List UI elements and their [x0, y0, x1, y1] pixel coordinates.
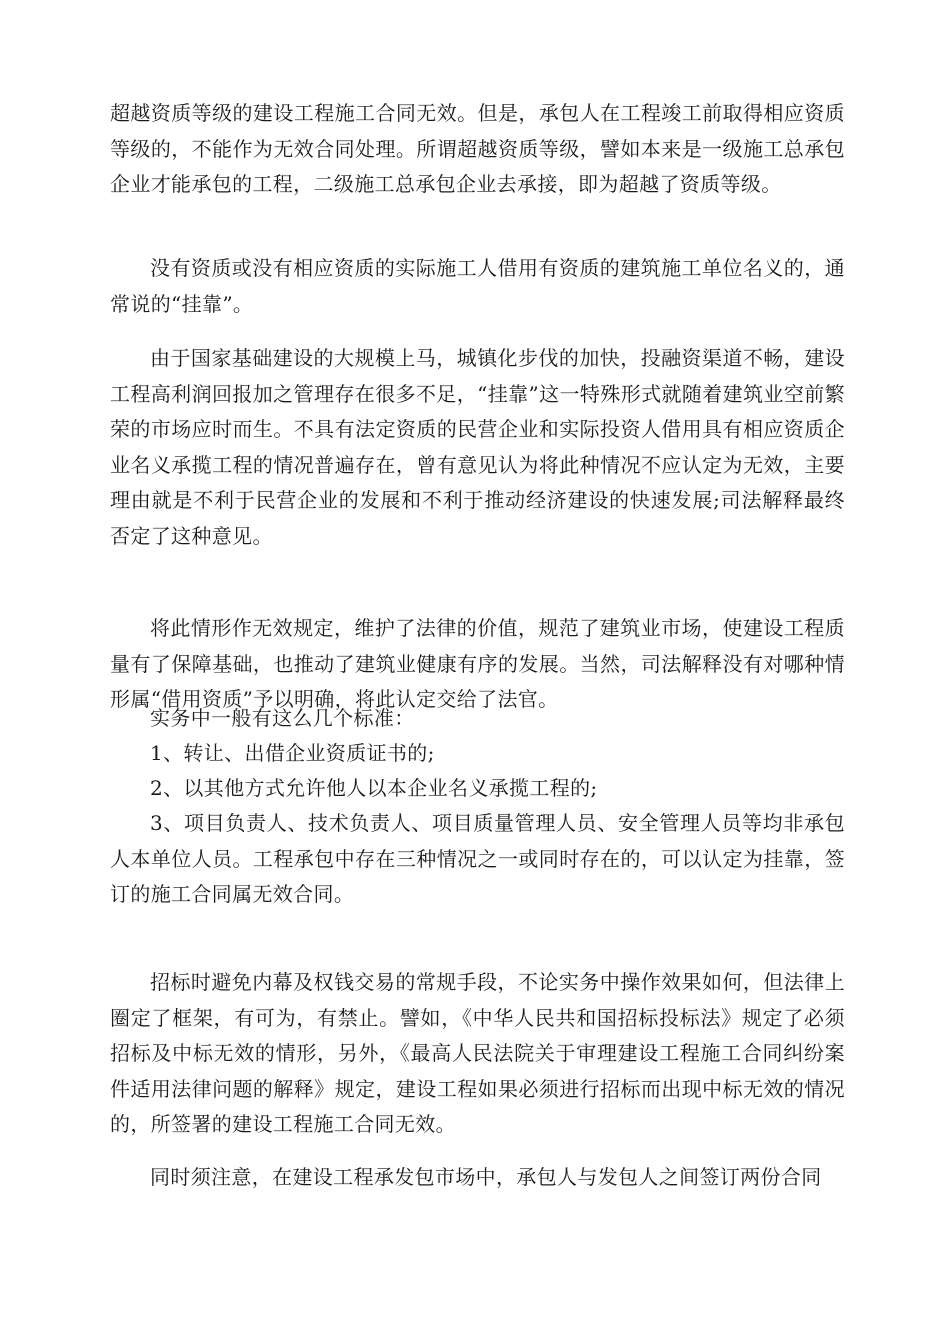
paragraph-affiliation-background: 由于国家基础建设的大规模上马，城镇化步伐的加快，投融资渠道不畅，建设工程高利润回报加之管理存在很多不足，“挂靠”这一特殊形式就随着建筑业空前繁荣的市场应时而生。不具有法定资质的民营企业和实际投资人借用具有相应资质企业名义承揽工程的情况普遍存在，曾有意见认为将此种情况不应认定为无效，主要理由就是不利于民营企业的发展和不利于推动经济建设的快速发展;司法解释最终否定了这种意见。 [110, 346, 845, 548]
list-item-standard-2: 2、以其他方式允许他人以本企业名义承揽工程的; [150, 776, 598, 800]
list-item-standard-3: 3、项目负责人、技术负责人、项目质量管理人员、安全管理人员等均非承包人本单位人员。工程承包中存在三种情况之一或同时存在的，可以认定为挂靠，签订的施工合同属无效合同。 [110, 811, 845, 906]
list-item-standard-1: 1、转让、出借企业资质证书的; [150, 741, 435, 765]
paragraph-bidding: 招标时避免内幕及权钱交易的常规手段，不论实务中操作效果如何，但法律上圈定了框架，有可为，有禁止。譬如，《中华人民共和国招标投标法》规定了必须招标及中标无效的情形，另外，《最高人民法院关于审理建设工程施工合同纠纷案件适用法律问题的解释》规定，建设工程如果必须进行招标而出现中标无效的情况的，所签署的建设工程施工合同无效。 [110, 970, 845, 1136]
paragraph-invalid-provision: 将此情形作无效规定，维护了法律的价值，规范了建筑业市场，使建设工程质量有了保障基础，也推动了建筑业健康有序的发展。当然，司法解释没有对哪种情形属“借用资质”予以明确，将此认定交给了法官。 [110, 616, 845, 711]
paragraph-beyond-qualification: 超越资质等级的建设工程施工合同无效。但是，承包人在工程竣工前取得相应资质等级的，不能作为无效合同处理。所谓超越资质等级，譬如本来是一级施工总承包企业才能承包的工程，二级施工总承包企业去承接，即为超越了资质等级。 [110, 101, 845, 196]
paragraph-affiliation-definition: 没有资质或没有相应资质的实际施工人借用有资质的建筑施工单位名义的，通常说的“挂靠”。 [110, 256, 845, 316]
paragraph-standards-intro: 实务中一般有这么几个标准： [150, 706, 415, 730]
paragraph-two-contracts: 同时须注意，在建设工程承发包市场中，承包人与发包人之间签订两份合同 [150, 1165, 822, 1189]
